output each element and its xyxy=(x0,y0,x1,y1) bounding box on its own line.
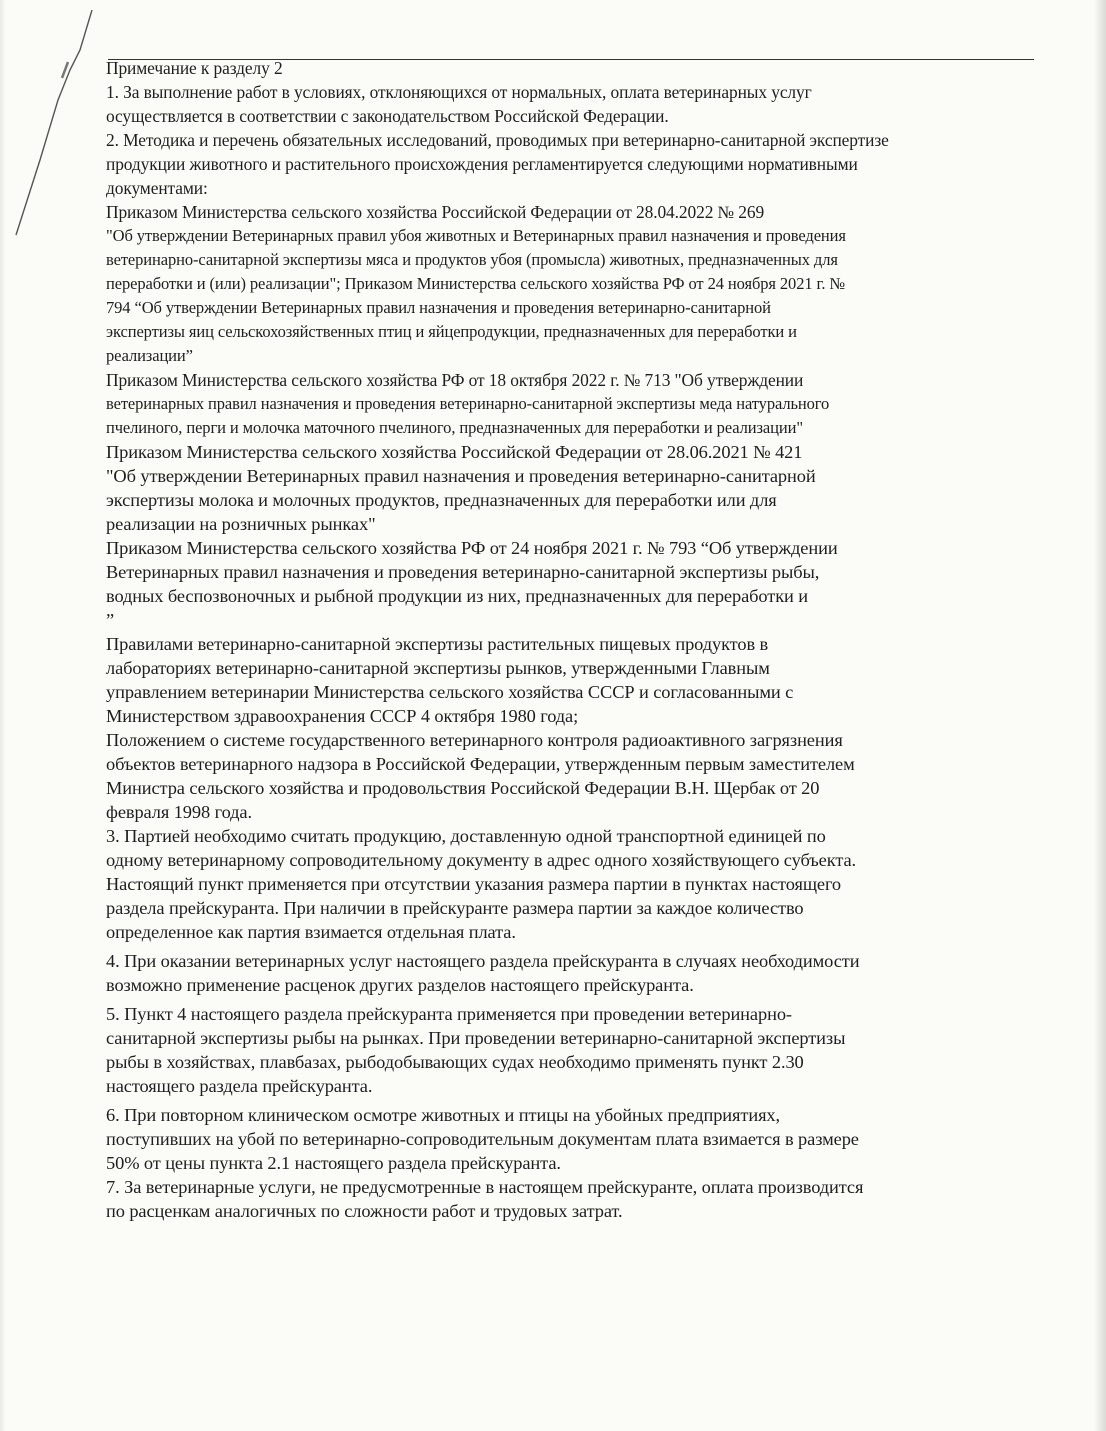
note-line: февраля 1998 года. xyxy=(106,802,252,822)
scan-edge-right xyxy=(1094,0,1106,1431)
note-line: документами: xyxy=(106,178,208,198)
note-line: Министра сельского хозяйства и продовольствия Российской Федерации В.Н. Щербак от 20 xyxy=(106,778,820,798)
note-line: рыбы в хозяйствах, плавбазах, рыбодобывающих судах необходимо применять пункт 2.30 xyxy=(106,1052,804,1072)
note-line: экспертизы молока и молочных продуктов, предназначенных для переработки или для xyxy=(106,490,777,510)
note-line: 794 “Об утверждении Ветеринарных правил назначения и проведения ветеринарно-санитарной xyxy=(106,298,771,317)
note-line: продукции животного и растительного происхождения регламентируется следующими нормативными xyxy=(106,154,858,174)
note-line: Правилами ветеринарно-санитарной экспертизы растительных пищевых продуктов в xyxy=(106,634,769,654)
note-line: санитарной экспертизы рыбы на рынках. При проведении ветеринарно-санитарной экспертизы xyxy=(106,1028,846,1048)
note-line: Министерством здравоохранения СССР 4 октября 1980 года; xyxy=(106,706,579,726)
note-line: Приказом Министерства сельского хозяйства РФ от 18 октября 2022 г. № 713 "Об утверждении xyxy=(106,370,804,390)
note-line: по расценкам аналогичных по сложности работ и трудовых затрат. xyxy=(106,1201,623,1221)
note-line: Приказом Министерства сельского хозяйства РФ от 24 ноября 2021 г. № 793 “Об утверждении xyxy=(106,538,838,558)
note-line: объектов ветеринарного надзора в Российской Федерации, утвержденным первым заместителем xyxy=(106,754,855,774)
note-line: Настоящий пункт применяется при отсутствии указания размера партии в пунктах настоящего xyxy=(106,874,842,894)
note-line: раздела прейскуранта. При наличии в прейскуранте размера партии за каждое количество xyxy=(106,898,804,918)
note-line: 3. Партией необходимо считать продукцию, доставленную одной транспортной единицей по xyxy=(106,826,826,846)
section-note-title: Примечание к разделу 2 xyxy=(106,58,283,78)
note-line: 4. При оказании ветеринарных услуг настоящего раздела прейскуранта в случаях необходимости xyxy=(106,951,860,971)
note-line: определенное как партия взимается отдельная плата. xyxy=(106,922,516,942)
note-line: "Об утверждении Ветеринарных правил назначения и проведения ветеринарно-санитарной xyxy=(106,466,816,486)
note-line: Приказом Министерства сельского хозяйства Российской Федерации от 28.04.2022 № 269 xyxy=(106,202,765,222)
note-line: водных беспозвоночных и рыбной продукции из них, предназначенных для переработки и xyxy=(106,586,809,606)
note-line: Ветеринарных правил назначения и проведения ветеринарно-санитарной экспертизы рыбы, xyxy=(106,562,820,582)
note-line: Положением о системе государственного ветеринарного контроля радиоактивного загрязнения xyxy=(106,730,843,750)
note-line: управлением ветеринарии Министерства сельского хозяйства СССР и согласованными с xyxy=(106,682,794,702)
note-line: реализации на розничных рынках" xyxy=(106,514,376,534)
note-line: 7. За ветеринарные услуги, не предусмотренные в настоящем прейскуранте, оплата производится xyxy=(106,1177,864,1197)
note-line: 5. Пункт 4 настоящего раздела прейскуранта применяется при проведении ветеринарно- xyxy=(106,1004,792,1024)
document-body xyxy=(106,56,1036,1223)
note-line: Приказом Министерства сельского хозяйства Российской Федерации от 28.06.2021 № 421 xyxy=(106,442,803,462)
note-line: 50% от цены пункта 2.1 настоящего раздела прейскуранта. xyxy=(106,1153,561,1173)
note-line: возможно применение расценок других разделов настоящего прейскуранта. xyxy=(106,975,694,995)
note-line: 6. При повторном клиническом осмотре животных и птицы на убойных предприятиях, xyxy=(106,1105,781,1125)
note-line: 1. За выполнение работ в условиях, отклоняющихся от нормальных, оплата ветеринарных услуг xyxy=(106,82,812,102)
note-line: пчелиного, перги и молочка маточного пчелиного, предназначенных для переработки и реализации" xyxy=(106,418,803,437)
note-line: осуществляется в соответствии с законодательством Российской Федерации. xyxy=(106,106,669,126)
note-line: одному ветеринарному сопроводительному документу в адрес одного хозяйствующего субъекта. xyxy=(106,850,857,870)
note-line: ветеринарно-санитарной экспертизы мяса и продуктов убоя (промысла) животных, предназначенных для xyxy=(106,250,838,269)
note-line: лабораториях ветеринарно-санитарной экспертизы рынков, утвержденными Главным xyxy=(106,658,770,678)
scan-edge-left xyxy=(0,0,6,1431)
note-line: ” xyxy=(106,610,115,630)
note-line: реализации” xyxy=(106,346,193,365)
note-line: 2. Методика и перечень обязательных исследований, проводимых при ветеринарно-санитарной экспертизе xyxy=(106,130,889,150)
note-line: настоящего раздела прейскуранта. xyxy=(106,1076,373,1096)
note-line: переработки и (или) реализации"; Приказом Министерства сельского хозяйства РФ от 24 ноября 2021 г. № xyxy=(106,274,846,293)
note-line: экспертизы яиц сельскохозяйственных птиц и яйцепродукции, предназначенных для переработки и xyxy=(106,322,797,341)
note-line: поступивших на убой по ветеринарно-сопроводительным документам плата взимается в размере xyxy=(106,1129,859,1149)
note-line: "Об утверждении Ветеринарных правил убоя животных и Ветеринарных правил назначения и проведения xyxy=(106,226,846,245)
margin-pen-stroke xyxy=(10,10,100,240)
note-line: ветеринарных правил назначения и проведения ветеринарно-санитарной экспертизы меда натурального xyxy=(106,394,830,413)
